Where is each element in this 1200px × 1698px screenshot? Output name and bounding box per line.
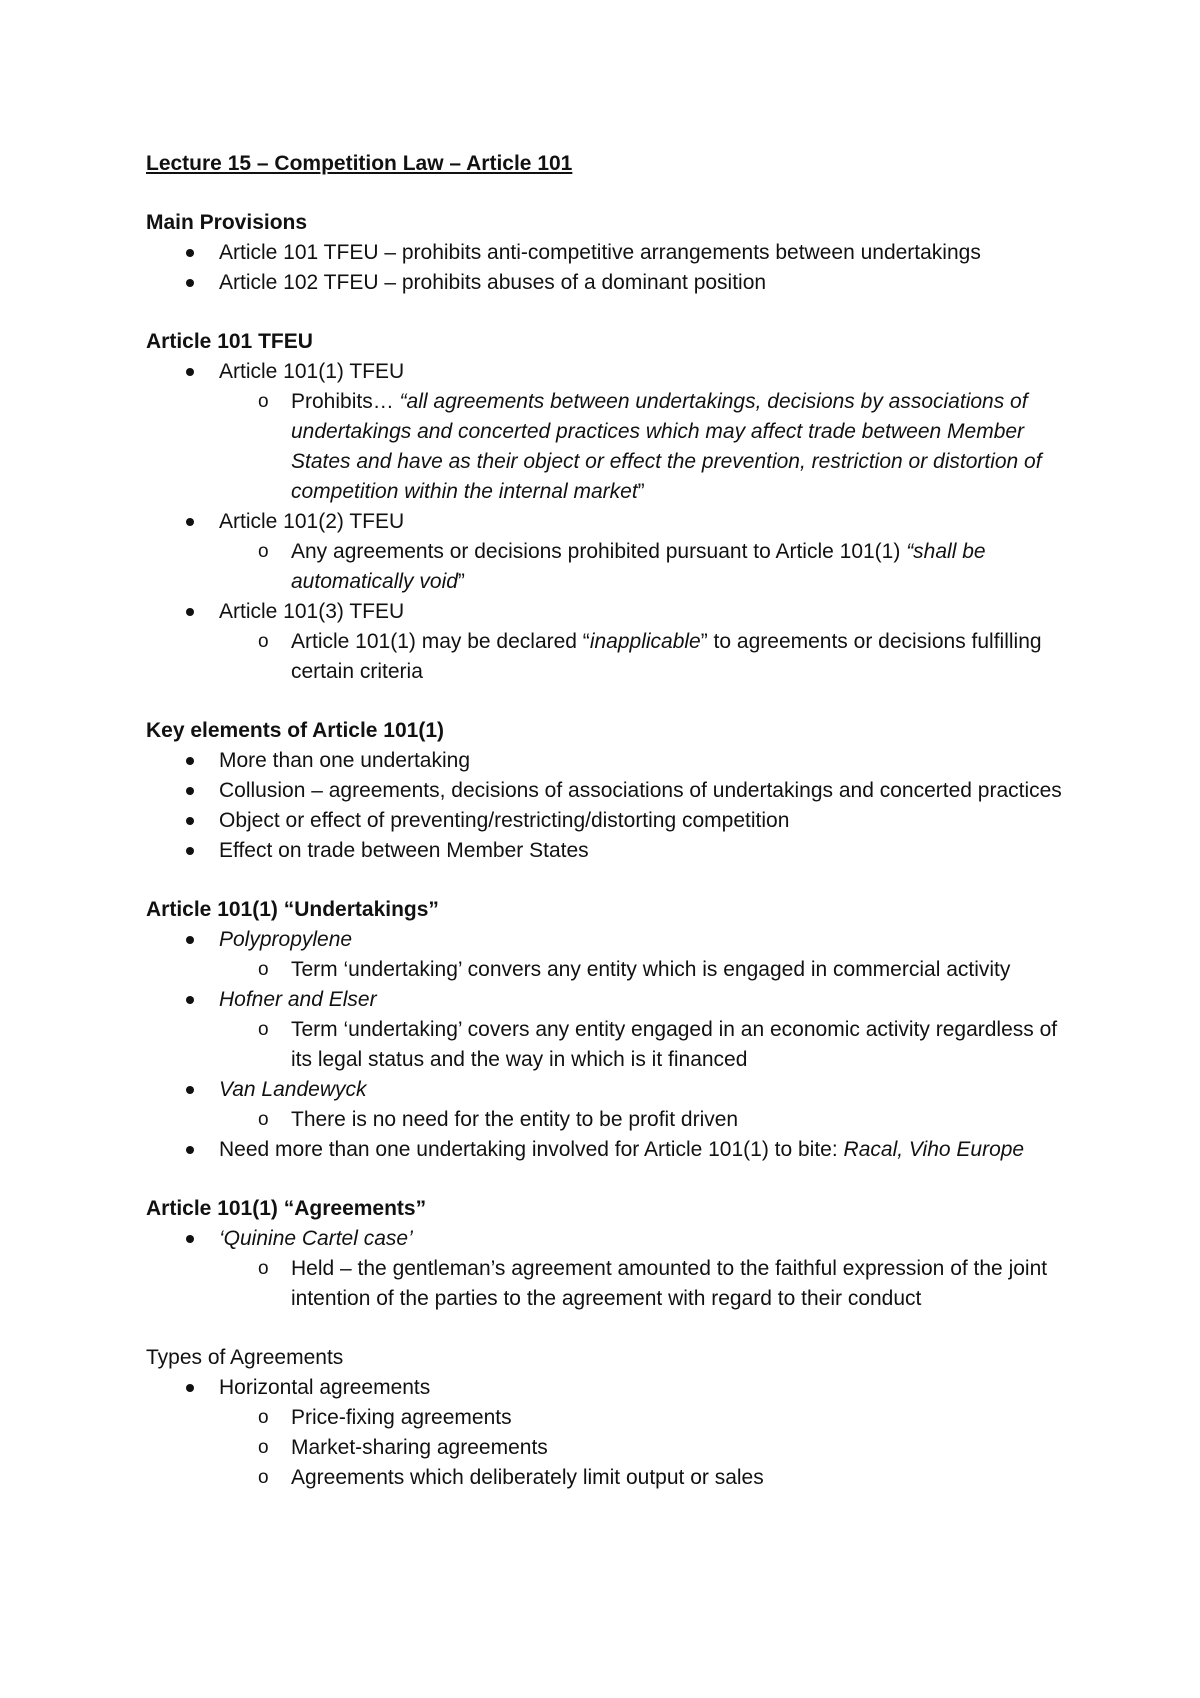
list-item: Collusion – agreements, decisions of associations of undertakings and concerted practices (146, 776, 1080, 806)
text: ” to agreements or decisions fulfilling certain criteria (291, 630, 1042, 683)
section-heading: Article 101(1) “Agreements” (146, 1197, 427, 1220)
list-item: Object or effect of preventing/restricting/distorting competition (146, 806, 1080, 836)
section-heading: Article 101(1) “Undertakings” (146, 898, 439, 921)
section-heading: Article 101 TFEU (146, 330, 313, 353)
sub-list-item: o There is no need for the entity to be profit driven (146, 1105, 1080, 1135)
spacer (146, 298, 1080, 327)
bullet-list (146, 746, 1080, 866)
italic-text: inapplicable (589, 630, 701, 653)
list-item: Article 101 TFEU – prohibits anti-competitive arrangements between undertakings (146, 238, 1080, 268)
section-undertakings (146, 895, 1080, 1165)
list-item (146, 1135, 1080, 1165)
list-item: Horizontal agreements (146, 1373, 1080, 1403)
sub-list-item (146, 537, 1080, 597)
bullet-list (146, 357, 1080, 687)
sub-list-item: o Agreements which deliberately limit output or sales (146, 1463, 1080, 1493)
list-item: Article 102 TFEU – prohibits abuses of a dominant position (146, 268, 1080, 298)
section-types-of-agreements (146, 1343, 1080, 1493)
text: Prohibits… (291, 390, 400, 413)
sub-list-item (146, 387, 1080, 507)
sub-list-item: o Price-fixing agreements (146, 1403, 1080, 1433)
section-agreements (146, 1194, 1080, 1314)
case-name: Hofner and Elser (146, 985, 1080, 1015)
lecture-title: Lecture 15 – Competition Law – Article 101 (146, 152, 573, 175)
sub-list-item: o Term ‘undertaking’ covers any entity engaged in an economic activity regardless of its legal status and the way in which is it financed (146, 1015, 1080, 1075)
case-name: Van Landewyck (146, 1075, 1080, 1105)
bullet-list (146, 925, 1080, 1165)
quote-text: “all agreements between undertakings, decisions by associations of undertakings and concerted practices which may affect trade between Member States and have as their object or effect the prevention, restriction or distortion of competition within the internal market (291, 390, 1042, 503)
text: ” (637, 480, 645, 503)
bullet-list (146, 1373, 1080, 1493)
bullet-list (146, 238, 1080, 298)
section-heading: Key elements of Article 101(1) (146, 719, 445, 742)
sub-list-item: o Market-sharing agreements (146, 1433, 1080, 1463)
case-name: ‘Quinine Cartel case’ (146, 1224, 1080, 1254)
spacer (146, 866, 1080, 895)
text: Article 101(1) may be declared “ (291, 630, 590, 653)
sub-list-item: o Term ‘undertaking’ convers any entity which is engaged in commercial activity (146, 955, 1080, 985)
section-main-provisions (146, 208, 1080, 298)
spacer (146, 179, 1080, 208)
sub-list-item (146, 627, 1080, 687)
list-item: Article 101(2) TFEU (146, 507, 1080, 537)
list-item: More than one undertaking (146, 746, 1080, 776)
list-item: Article 101(1) TFEU (146, 357, 1080, 387)
list-item: Article 101(3) TFEU (146, 597, 1080, 627)
bullet-list (146, 1224, 1080, 1314)
text: Any agreements or decisions prohibited pursuant to Article 101(1) (291, 540, 907, 563)
text: ” (457, 570, 465, 593)
spacer (146, 1314, 1080, 1343)
case-names: Racal, Viho Europe (843, 1138, 1025, 1161)
spacer (146, 687, 1080, 716)
quote-text: “shall be automatically void (291, 540, 986, 593)
spacer (146, 1165, 1080, 1194)
section-article-101 (146, 327, 1080, 687)
list-item: Effect on trade between Member States (146, 836, 1080, 866)
text: Need more than one undertaking involved for Article 101(1) to bite: (219, 1138, 844, 1161)
section-heading: Main Provisions (146, 211, 308, 234)
sub-list-item: o Held – the gentleman’s agreement amounted to the faithful expression of the joint intention of the parties to the agreement with regard to their conduct (146, 1254, 1080, 1314)
case-name: Polypropylene (146, 925, 1080, 955)
section-heading: Types of Agreements (146, 1346, 344, 1369)
section-key-elements (146, 716, 1080, 866)
